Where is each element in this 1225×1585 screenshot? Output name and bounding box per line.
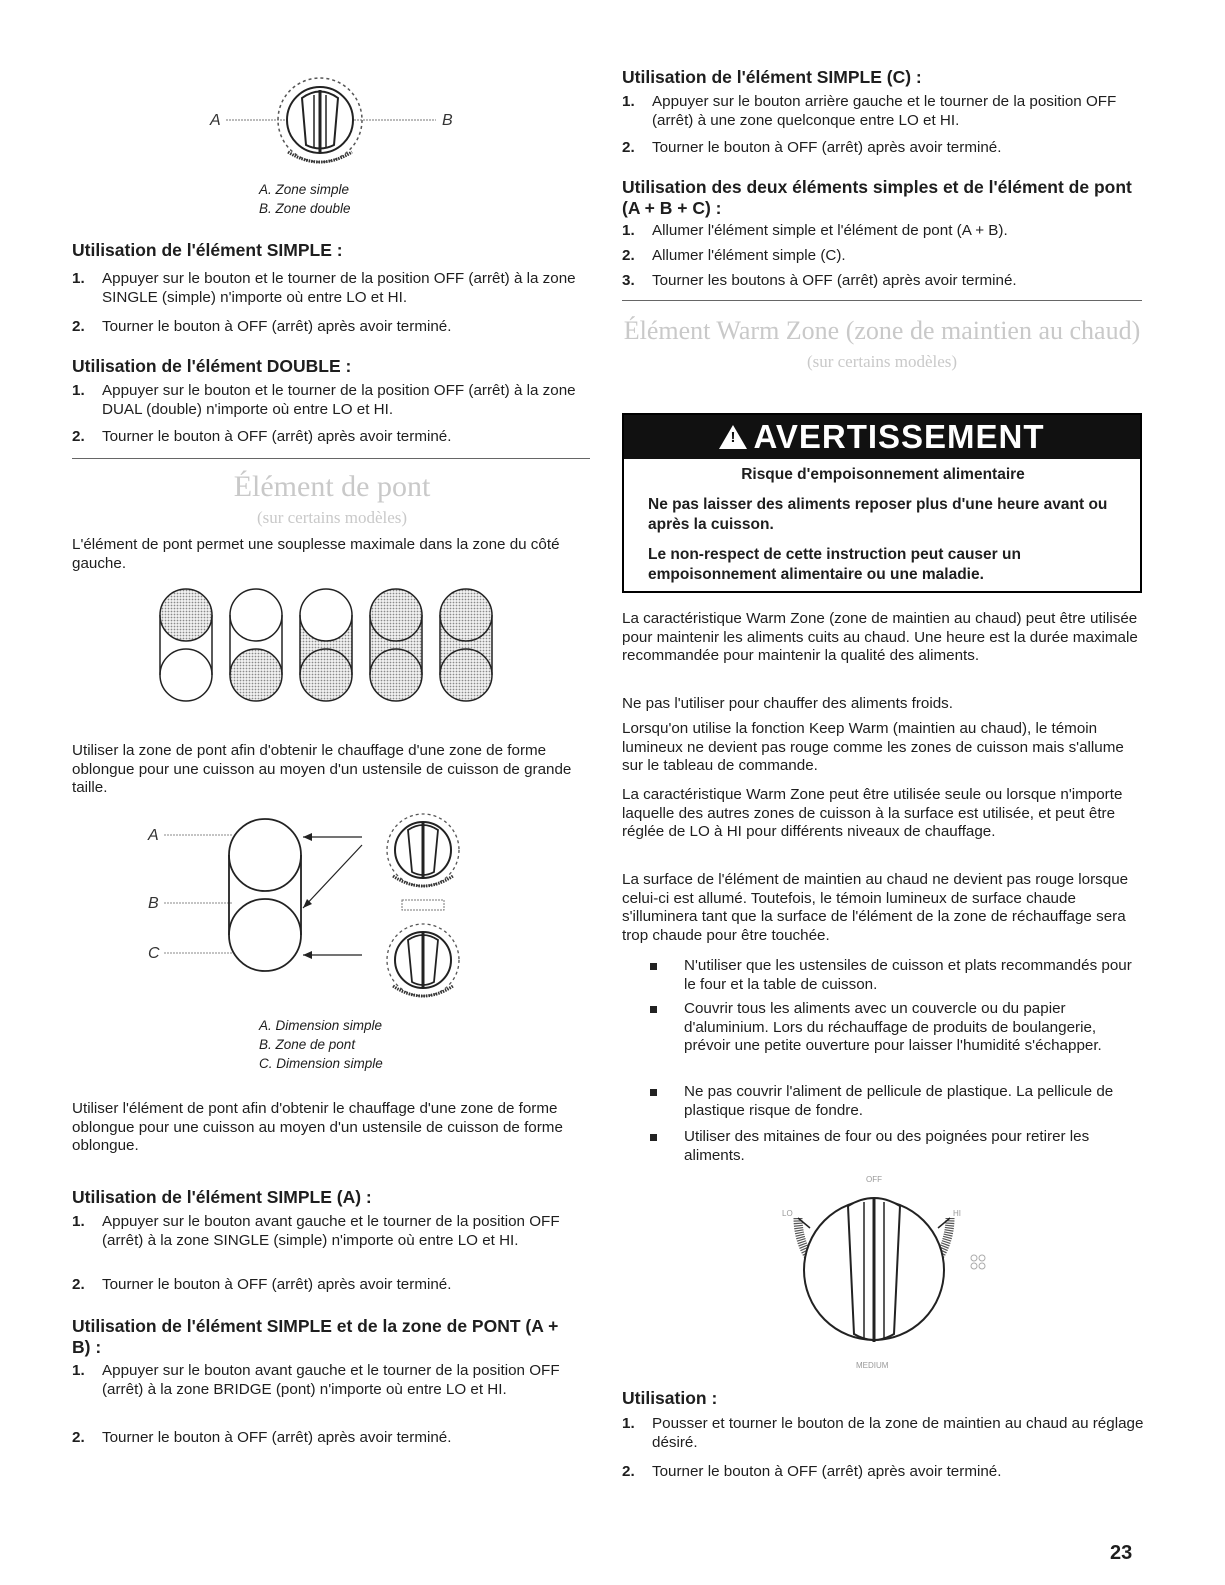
- heading-single-a: Utilisation de l'élément SIMPLE (A) :: [72, 1187, 372, 1207]
- bullet-square-icon: [650, 1089, 657, 1096]
- step-single-1: [72, 270, 592, 307]
- step-text: Tourner le bouton à OFF (arrêt) après avoir terminé.: [652, 1463, 1002, 1480]
- warning-line2: Le non-respect de cette instruction peut causer un empoisonnement alimentaire ou une maladie.: [648, 546, 1021, 583]
- step-text: Allumer l'élément simple et l'élément de pont (A + B).: [652, 222, 1008, 239]
- config-single-top: [160, 589, 212, 701]
- step-text: Tourner le bouton à OFF (arrêt) après avoir terminé.: [652, 139, 1002, 156]
- bullet-square-icon: [650, 963, 657, 970]
- step-double-1: [72, 382, 592, 419]
- heading-single-c: Utilisation de l'élément SIMPLE (C) :: [622, 67, 922, 87]
- heading-single-bridge: Utilisation de l'élément SIMPLE et de la zone de PONT (A + B) :: [72, 1316, 559, 1357]
- step-text: Allumer l'élément simple (C).: [652, 247, 846, 264]
- step-single-c-1: [622, 93, 1144, 130]
- warning-header-label: AVERTISSEMENT: [753, 418, 1045, 455]
- step-number: 2.: [72, 318, 85, 335]
- step-single-bridge-1: [72, 1362, 592, 1399]
- knob-diagram-top: [200, 70, 470, 180]
- knob-hi-label: HI: [953, 1209, 961, 1218]
- bridge-para1: Utiliser la zone de pont afin d'obtenir le chauffage d'une zone de forme oblongue pour une cuisson au moyen d'un ustensile de cuisson de grande taille.: [72, 742, 572, 797]
- heading-usage: Utilisation :: [622, 1388, 718, 1408]
- step-text: Tourner le bouton à OFF (arrêt) après avoir terminé.: [102, 1429, 452, 1446]
- warm-section-title: Élément Warm Zone (zone de maintien au chaud): [623, 316, 1141, 345]
- bullet-text: N'utiliser que les ustensiles de cuisson et plats recommandés pour le four et la table de cuisson.: [684, 957, 1132, 993]
- legend-zone-double: B. Zone double: [259, 201, 351, 216]
- step-single-c-2: [622, 139, 1144, 158]
- step-usage-1: [622, 1415, 1144, 1452]
- bullet-square-icon: [650, 1134, 657, 1141]
- warm-para-5: La surface de l'élément de maintien au chaud ne devient pas rouge lorsque celui-ci est allumé. Toutefois, le témoin lumineux de surface chaude s'illuminera tant que la surface de l'élément de la zone de réchauffage sera trop chaude pour être touchée.: [622, 871, 1129, 944]
- step-double-2: [72, 428, 592, 447]
- step-text: Tourner le bouton à OFF (arrêt) après avoir terminé.: [102, 428, 452, 445]
- warning-triangle-icon: [719, 425, 747, 449]
- knob-label-a: A: [210, 112, 221, 129]
- legend-zone-simple: A. Zone simple: [259, 182, 350, 197]
- warm-para-4: La caractéristique Warm Zone peut être utilisée seule ou lorsque n'importe laquelle des autres zones de cuisson à la surface est utilisée, et peut être réglée de LO à HI pour différents niveaux de chauffage.: [622, 786, 1123, 841]
- warning-risk: Risque d'empoisonnement alimentaire: [741, 466, 1025, 483]
- legend-dimension-simple-a: A. Dimension simple: [259, 1018, 383, 1033]
- step-text: Appuyer sur le bouton et le tourner de la position OFF (arrêt) à la zone SINGLE (simple) n'importe où entre LO et HI.: [102, 270, 576, 306]
- step-single-a-2: [72, 1276, 592, 1295]
- heading-both: Utilisation des deux éléments simples et de l'élément de pont (A + B + C) :: [622, 177, 1132, 218]
- step-number: 2.: [72, 1276, 85, 1293]
- warm-para-3: Lorsqu'on utilise la fonction Keep Warm (maintien au chaud), le témoin lumineux ne devient pas rouge comme les zones de cuisson mais s'allume sur le tableau de commande.: [622, 720, 1124, 775]
- knob-medium-label: MEDIUM: [856, 1361, 889, 1370]
- step-both-2: [622, 247, 1144, 266]
- step-usage-2: [622, 1463, 1144, 1482]
- step-both-3: [622, 272, 1144, 291]
- knob-label-b: B: [442, 112, 453, 129]
- step-single-2: [72, 318, 592, 337]
- bullet-item-3: [650, 1083, 1142, 1120]
- legend-dimension-simple-c: C. Dimension simple: [259, 1056, 383, 1071]
- step-text: Pousser et tourner le bouton de la zone de maintien au chaud au réglage désiré.: [652, 1415, 1144, 1451]
- step-number: 1.: [72, 1213, 85, 1230]
- step-text: Appuyer sur le bouton arrière gauche et le tourner de la position OFF (arrêt) à une zone quelconque entre LO et HI.: [652, 93, 1117, 129]
- bullet-item-2: [650, 1000, 1142, 1056]
- config-top-bridge: [370, 589, 422, 701]
- warm-section-subtitle: (sur certains modèles): [806, 352, 958, 371]
- bridge-label-a: A: [148, 827, 159, 844]
- bullet-text: Couvrir tous les aliments avec un couvercle ou du papier d'aluminium. Lors du réchauffage de produits de boulangerie, prévoir une petite ouverture pour laisser l'humidité s'échapper.: [684, 1000, 1102, 1055]
- config-single-bottom: [230, 589, 282, 701]
- bullet-item-1: [650, 957, 1142, 994]
- step-number: 2.: [72, 428, 85, 445]
- step-text: Tourner le bouton à OFF (arrêt) après avoir terminé.: [102, 318, 452, 335]
- step-number: 2.: [622, 247, 635, 264]
- step-number: 1.: [72, 1362, 85, 1379]
- bullet-text: Ne pas couvrir l'aliment de pellicule de plastique. La pellicule de plastique risque de fondre.: [684, 1083, 1114, 1119]
- step-text: Appuyer sur le bouton avant gauche et le tourner de la position OFF (arrêt) à la zone BRIDGE (pont) n'importe où entre LO et HI.: [102, 1362, 560, 1398]
- step-number: 2.: [72, 1429, 85, 1446]
- config-bridge-middle: [300, 589, 352, 701]
- step-number: 1.: [622, 222, 635, 239]
- step-number: 2.: [622, 139, 635, 156]
- bridge-para2: Utiliser l'élément de pont afin d'obtenir le chauffage d'une zone de forme oblongue pour une cuisson au moyen d'un ustensile de cuisson de forme oblongue.: [72, 1100, 563, 1155]
- page-number: 23: [1110, 1542, 1133, 1564]
- bridge-element-configurations: [155, 580, 500, 710]
- bridge-section-subtitle: (sur certains modèles): [256, 508, 408, 527]
- step-single-bridge-2: [72, 1429, 592, 1448]
- heading-single: Utilisation de l'élément SIMPLE :: [72, 240, 343, 260]
- warm-zone-knob: [770, 1170, 990, 1380]
- step-number: 1.: [622, 93, 635, 110]
- bridge-knob-diagram: [140, 800, 490, 1015]
- heading-double: Utilisation de l'élément DOUBLE :: [72, 356, 352, 376]
- warm-para-1: La caractéristique Warm Zone (zone de maintien au chaud) peut être utilisée pour maintenir les aliments cuits au chaud. Une heure est la durée maximale recommandée pour maintenir la qualité des aliments.: [622, 610, 1138, 665]
- step-text: Tourner le bouton à OFF (arrêt) après avoir terminé.: [102, 1276, 452, 1293]
- bullet-item-4: [650, 1128, 1142, 1165]
- step-number: 1.: [622, 1415, 635, 1432]
- warm-para-2: Ne pas l'utiliser pour chauffer des aliments froids.: [622, 695, 953, 712]
- knob-lo-label: LO: [782, 1209, 793, 1218]
- step-number: 1.: [72, 270, 85, 287]
- config-all: [440, 589, 492, 701]
- bullet-text: Utiliser des mitaines de four ou des poignées pour retirer les aliments.: [684, 1128, 1090, 1164]
- step-text: Appuyer sur le bouton et le tourner de la position OFF (arrêt) à la zone DUAL (double) n'importe où entre LO et HI.: [102, 382, 576, 418]
- step-number: 1.: [72, 382, 85, 399]
- step-single-a-1: [72, 1213, 592, 1250]
- legend-zone-pont: B. Zone de pont: [259, 1037, 356, 1052]
- warning-header: [624, 415, 1140, 459]
- bridge-label-b: B: [148, 895, 159, 912]
- step-number: 3.: [622, 272, 635, 289]
- step-text: Tourner les boutons à OFF (arrêt) après avoir terminé.: [652, 272, 1017, 289]
- bridge-section-title: Élément de pont: [233, 470, 431, 503]
- step-both-1: [622, 222, 1144, 241]
- warning-line1: Ne pas laisser des aliments reposer plus d'une heure avant ou après la cuisson.: [648, 496, 1108, 533]
- step-text: Appuyer sur le bouton avant gauche et le tourner de la position OFF (arrêt) à la zone SINGLE (simple) n'importe où entre LO et HI.: [102, 1213, 560, 1249]
- section-divider-left: [72, 458, 590, 459]
- bullet-square-icon: [650, 1006, 657, 1013]
- bridge-intro: L'élément de pont permet une souplesse maximale dans la zone du côté gauche.: [72, 536, 560, 572]
- warning-box: [622, 413, 1142, 593]
- knob-off-label: OFF: [866, 1175, 882, 1184]
- bridge-label-c: C: [148, 945, 160, 962]
- section-divider-right: [622, 300, 1142, 301]
- step-number: 2.: [622, 1463, 635, 1480]
